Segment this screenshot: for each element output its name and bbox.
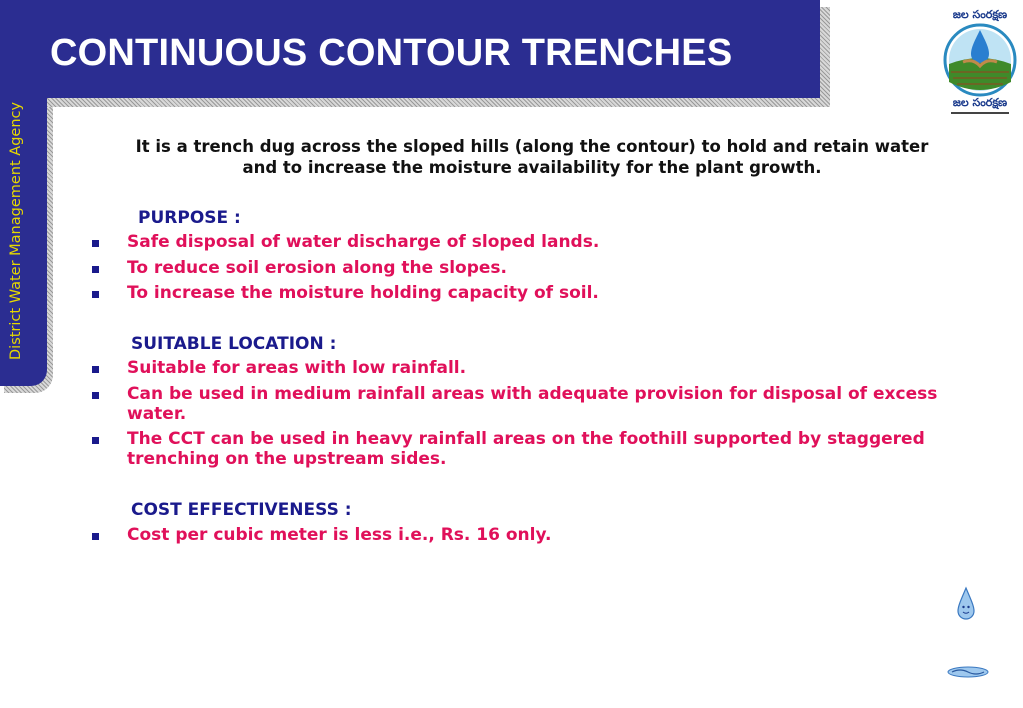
location-item: The CCT can be used in heavy rainfall areas on the foothill supported by staggered trenching on the upstream sides. [127,429,925,469]
page-title: CONTINUOUS CONTOUR TRENCHES [50,32,733,74]
wave-decoration-icon [946,664,990,680]
logo-text-top: జల సంరక్షణ [952,8,1008,21]
bullet-icon [92,266,99,273]
bullet-icon [92,437,99,444]
intro-paragraph: It is a trench dug across the sloped hills (along the contour) to hold and retain water and to increase the moisture availability for the plant growth. [135,137,929,177]
bullet-icon [92,392,99,399]
jal-sanrakshan-logo-icon [941,2,1019,122]
water-drop-icon [954,586,978,622]
bullet-icon [92,240,99,247]
location-item: Suitable for areas with low rainfall. [127,358,467,378]
bullet-icon [92,533,99,540]
logo-text-bottom: జల సంరక్షణ [952,96,1008,109]
sidebar-agency-label: District Water Management Agency [8,101,24,360]
bullet-icon [92,291,99,298]
purpose-item: To increase the moisture holding capacity of soil. [127,283,599,303]
cost-heading: COST EFFECTIVENESS : [131,500,352,520]
bullet-icon [92,366,99,373]
location-item: Can be used in medium rainfall areas with adequate provision for disposal of excess water. [127,384,938,424]
location-heading: SUITABLE LOCATION : [131,334,337,354]
purpose-item: Safe disposal of water discharge of sloped lands. [127,232,600,252]
cost-item: Cost per cubic meter is less i.e., Rs. 16 only. [127,525,552,545]
purpose-item: To reduce soil erosion along the slopes. [127,258,508,278]
purpose-heading: PURPOSE : [138,208,241,228]
